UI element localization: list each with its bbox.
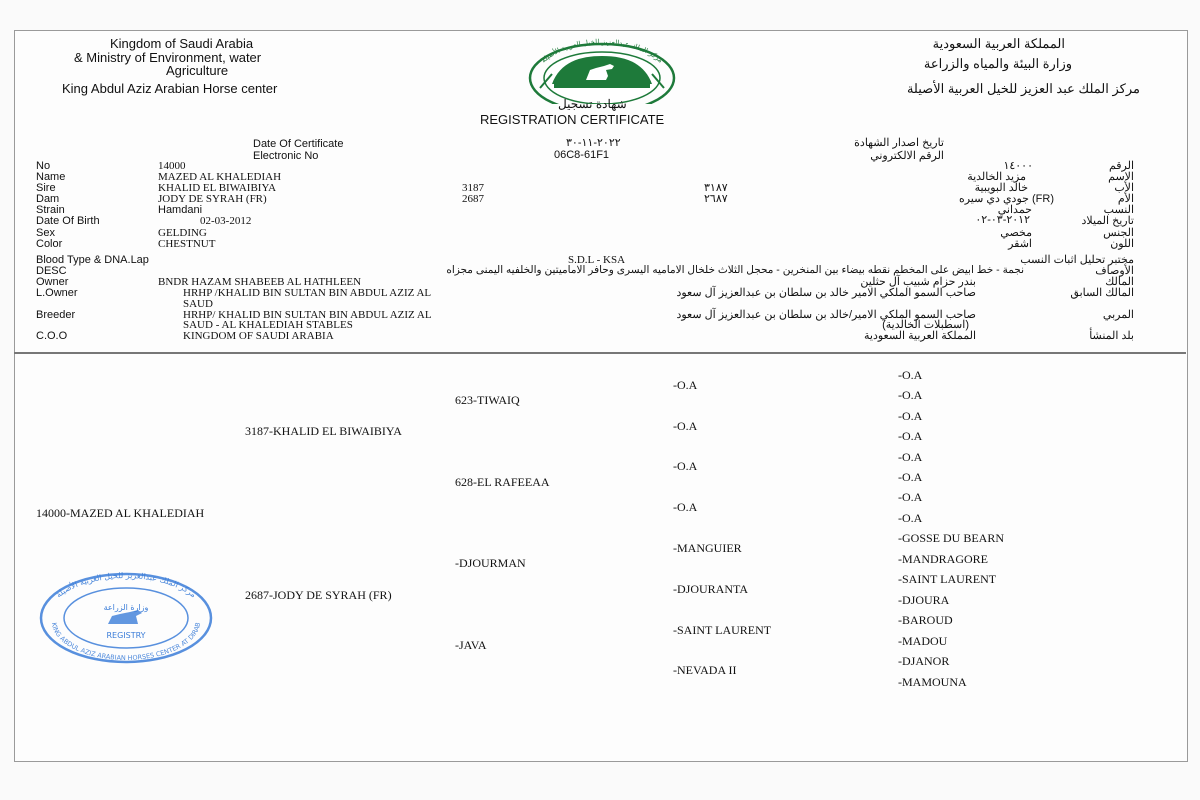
date-value: ٢٠٢٢-١١-٣٠ xyxy=(566,137,621,149)
desc-label-ar: الأوصاف xyxy=(1095,265,1134,277)
dob-value: 02-03-2012 xyxy=(200,215,252,227)
header-en-line1: Kingdom of Saudi Arabia xyxy=(110,36,254,51)
lowner-value-line2: SAUD xyxy=(183,298,213,310)
pedigree-gen4-item: -MADOU xyxy=(898,634,948,648)
dob-value-ar: ٢٠١٢-٠٣-٠٢ xyxy=(975,214,1030,226)
title-english: REGISTRATION CERTIFICATE xyxy=(480,112,665,127)
sex-value-ar: مخصي xyxy=(1000,227,1032,239)
logo-arc-text: مركز الملك عبدالعزيز للخيل العربية الأصيلة xyxy=(539,37,665,65)
svg-text:مركز الملك عبدالعزيز للخيل الع xyxy=(54,571,198,599)
date-label: Date Of Certificate xyxy=(253,138,344,150)
pedigree-gen4-item: -MAMOUNA xyxy=(898,675,967,689)
stamp-bottom-text: KING ABDUL AZIZ ARABIAN HORSES CENTER AT DIRAB xyxy=(49,621,203,663)
pedigree-gen4-item: -BAROUD xyxy=(898,613,953,627)
blood-label-ar: مختبر تحليل اثبات النسب xyxy=(1020,254,1134,266)
svg-text:KING ABDUL AZIZ ARABIAN HORSES xyxy=(50,622,202,662)
breeder-value-ar-line1: صاحب السمو الملكي الامير/خالد بن سلطان بن عبدالعزيز آل سعود xyxy=(676,309,976,321)
pedigree-gen2-item: 623-TIWAIQ xyxy=(455,393,520,407)
no-label-ar: الرقم xyxy=(1108,160,1134,172)
pedigree-gen3-item: -O.A xyxy=(673,459,698,473)
breeder-label-ar: المربي xyxy=(1102,309,1134,321)
strain-value: Hamdani xyxy=(158,204,203,216)
strain-value-ar: حمداني xyxy=(997,204,1032,216)
title-arabic: شهادة تسجيل xyxy=(558,97,627,111)
blood-label: Blood Type & DNA.Lap xyxy=(36,254,149,266)
sire-label-ar: الأب xyxy=(1114,182,1134,194)
pedigree-gen4-item: -SAINT LAURENT xyxy=(898,572,997,586)
dam-number-ar: ٢٦٨٧ xyxy=(704,193,728,205)
pedigree-gen3-item: -O.A xyxy=(673,378,698,392)
coo-value-ar: المملكة العربية السعودية xyxy=(864,330,976,342)
sex-label: Sex xyxy=(36,227,55,239)
strain-label: Strain xyxy=(36,204,65,216)
dam-number: 2687 xyxy=(462,193,484,205)
header-en-line2: & Ministry of Environment, water xyxy=(74,50,262,65)
blood-value: S.D.L - KSA xyxy=(568,254,626,266)
pedigree-gen3-item: -O.A xyxy=(673,500,698,514)
pedigree-gen3-item: -MANGUIER xyxy=(673,541,742,555)
pedigree-gen4-item: -O.A xyxy=(898,470,923,484)
desc-label: DESC xyxy=(36,265,67,277)
dam-value: JODY DE SYRAH (FR) xyxy=(158,193,267,205)
dam-label-ar: الأم xyxy=(1117,193,1134,205)
pedigree-gen4-item: -O.A xyxy=(898,409,923,423)
color-label-ar: اللون xyxy=(1110,238,1134,250)
header-ar-line2: وزارة البيئة والمياه والزراعة xyxy=(923,56,1072,71)
coo-label: C.O.O xyxy=(36,330,68,342)
coo-label-ar: بلد المنشأ xyxy=(1089,330,1134,342)
name-value: MAZED AL KHALEDIAH xyxy=(158,171,282,183)
coo-value: KINGDOM OF SAUDI ARABIA xyxy=(183,330,334,342)
sire-number: 3187 xyxy=(462,182,484,194)
owner-value-ar: بندر حزام شبيب آل حثلين xyxy=(860,276,976,288)
no-value: 14000 xyxy=(158,160,186,172)
owner-label-ar: المالك xyxy=(1105,276,1134,288)
stamp-top-text: مركز الملك عبدالعزيز للخيل العربية الأصيلة xyxy=(54,570,198,600)
header-en-line4: King Abdul Aziz Arabian Horse center xyxy=(62,81,278,96)
pedigree-gen4-item: -DJANOR xyxy=(898,654,950,668)
header-ar-line1: المملكة العربية السعودية xyxy=(932,36,1065,51)
electronic-label-ar: الرقم الالكتروني xyxy=(870,150,944,162)
date-label-ar: تاريخ اصدار الشهادة xyxy=(854,137,944,149)
breeder-value-line1: HRHP/ KHALID BIN SULTAN BIN ABDUL AZIZ AL xyxy=(183,309,432,321)
pedigree-gen4-item: -MANDRAGORE xyxy=(898,552,988,566)
stamp-registry-text: REGISTRY xyxy=(106,631,146,640)
pedigree-gen4-item: -O.A xyxy=(898,388,923,402)
lowner-label: L.Owner xyxy=(36,287,78,299)
lowner-label-ar: المالك السابق xyxy=(1070,287,1134,299)
pedigree-gen4-item: -O.A xyxy=(898,450,923,464)
dam-value-ar: (FR) جودي دي سيره xyxy=(958,193,1054,205)
pedigree-gen2-item: 628-EL RAFEEAA xyxy=(455,475,550,489)
dob-label: Date Of Birth xyxy=(36,215,100,227)
pedigree-gen4-item: -O.A xyxy=(898,490,923,504)
registry-stamp xyxy=(38,570,214,666)
sire-label: Sire xyxy=(36,182,56,194)
name-value-ar: مزيد الخالدية xyxy=(967,171,1026,183)
color-label: Color xyxy=(36,238,63,250)
no-label: No xyxy=(36,160,51,172)
owner-label: Owner xyxy=(36,276,69,288)
pedigree-gen4-item: -DJOURA xyxy=(898,593,950,607)
strain-label-ar: النسب xyxy=(1103,204,1134,216)
sire-number-ar: ٣١٨٧ xyxy=(704,182,728,194)
pedigree-horse: 14000-MAZED AL KHALEDIAH xyxy=(36,506,205,520)
breeder-value-line2: SAUD - AL KHALEDIAH STABLES xyxy=(183,319,353,331)
pedigree-gen3-item: -SAINT LAURENT xyxy=(673,623,772,637)
pedigree-dam: 2687-JODY DE SYRAH (FR) xyxy=(245,588,392,602)
pedigree-gen3-item: -O.A xyxy=(673,419,698,433)
no-value-ar: ١٤٠٠٠ xyxy=(1003,160,1033,172)
header-en-line3: Agriculture xyxy=(166,63,229,78)
owner-value: BNDR HAZAM SHABEEB AL HATHLEEN xyxy=(158,276,362,288)
electronic-value: 06C8-61F1 xyxy=(554,149,610,161)
lowner-value-ar: صاحب السمو الملكي الامير خالد بن سلطان بن عبدالعزيز آل سعود xyxy=(676,287,976,299)
color-value: CHESTNUT xyxy=(158,238,216,250)
sex-value: GELDING xyxy=(158,227,207,239)
lowner-value-line1: HRHP /KHALID BIN SULTAN BIN ABDUL AZIZ AL xyxy=(183,287,432,299)
pedigree-gen4-item: -O.A xyxy=(898,368,923,382)
desc-value-ar: نجمة - خط ابيض على المخطم نقطه بيضاء بين المنخرين - محجل الثلاث خلخال الاماميه اليسرى وحافر الاماميتين والخلفيه اليمنى مجزاه xyxy=(446,264,1024,276)
pedigree-sire: 3187-KHALID EL BIWAIBIYA xyxy=(245,424,402,438)
pedigree-gen4-item: -O.A xyxy=(898,429,923,443)
pedigree-gen2-item: -DJOURMAN xyxy=(455,556,526,570)
center-logo xyxy=(524,36,680,104)
breeder-value-ar-line2: (اسطبلات الخالدية) xyxy=(882,319,969,331)
dam-label: Dam xyxy=(36,193,60,205)
pedigree-gen4-item: -O.A xyxy=(898,511,923,525)
dob-label-ar: تاريخ الميلاد xyxy=(1081,215,1134,227)
pedigree-gen2-item: -JAVA xyxy=(455,638,487,652)
pedigree-gen3-item: -NEVADA II xyxy=(673,663,737,677)
header-ar-line3: مركز الملك عبد العزيز للخيل العربية الأصيلة xyxy=(906,81,1140,96)
electronic-label: Electronic No xyxy=(253,150,319,162)
section-divider xyxy=(14,352,1186,354)
pedigree-gen4-item: -GOSSE DU BEARN xyxy=(898,531,1005,545)
stamp-inner-ar: وزارة الزراعة xyxy=(103,603,149,612)
name-label-ar: الاسم xyxy=(1108,171,1134,183)
name-label: Name xyxy=(36,171,66,183)
sire-value-ar: خالد البويبية xyxy=(974,182,1028,194)
pedigree-gen3-item: -DJOURANTA xyxy=(673,582,749,596)
sex-label-ar: الجنس xyxy=(1103,227,1134,239)
breeder-label: Breeder xyxy=(36,309,76,321)
sire-value: KHALID EL BIWAIBIYA xyxy=(158,182,277,194)
color-value-ar: اشقر xyxy=(1008,238,1032,250)
